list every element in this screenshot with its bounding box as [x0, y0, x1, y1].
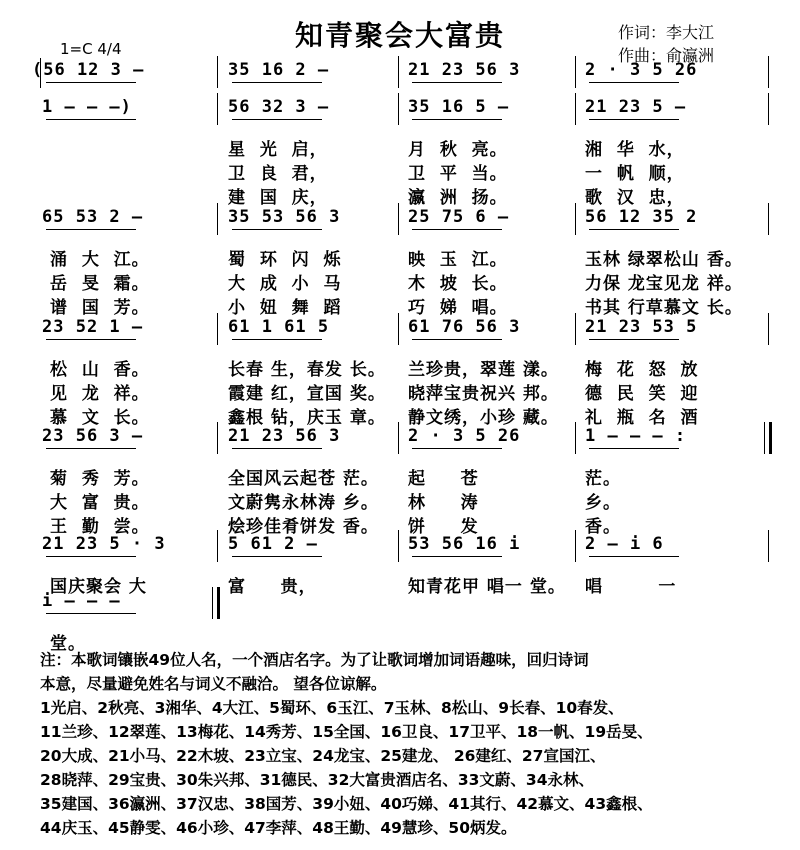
- barline: [398, 56, 399, 88]
- measure-notes: 21 23 56 3: [228, 426, 341, 446]
- lyric-text: 湘 华 水，: [585, 140, 685, 160]
- barline: [217, 203, 218, 235]
- measure-notes: 35 16 2 —: [228, 60, 330, 80]
- measure-notes: 1 — — — :: [585, 426, 687, 446]
- lyric-text: 知青花甲 唱一 堂。: [408, 577, 566, 597]
- lyric-text: 林 涛: [408, 493, 479, 513]
- beam-line: [589, 448, 679, 449]
- lyric-text: 小 妞 舞 蹈: [228, 298, 342, 318]
- measure-notes: 53 56 16 i: [408, 534, 521, 554]
- measure-notes: 21 23 56 3: [408, 60, 521, 80]
- barline: [575, 93, 576, 125]
- beam-line: [232, 448, 322, 449]
- key-signature: 1=C 4/4: [60, 40, 122, 58]
- footnote-line: 注：本歌词镶嵌49位人名，一个酒店名字。为了让歌词增加词语趣味，回归诗词: [40, 651, 589, 669]
- lyric-text: 长春 生，春发 长。: [228, 360, 386, 380]
- barline: [398, 203, 399, 235]
- beam-line: [46, 82, 136, 83]
- beam-line: [412, 82, 502, 83]
- beam-line: [412, 556, 502, 557]
- lyric-text: 晓萍宝贵祝兴 邦。: [408, 384, 559, 404]
- beam-line: [232, 82, 322, 83]
- barline: [398, 530, 399, 562]
- footnote-line: 35建国、36瀛洲、37汉忠、38国芳、39小妞、40巧娣、41其行、42慕文、43鑫根、: [40, 795, 653, 813]
- lyric-text: 松 山 香。: [50, 360, 150, 380]
- lyric-text: 饼 发: [408, 517, 479, 537]
- barline: [398, 422, 399, 454]
- barline: [768, 93, 769, 125]
- measure-notes: 65 53 2 —: [42, 207, 144, 227]
- lyric-text: 国庆聚会 大: [50, 577, 147, 597]
- barline: [575, 530, 576, 562]
- measure-notes: i — — —: [42, 591, 121, 611]
- lyric-text: 文蔚隽永林涛 乡。: [228, 493, 379, 513]
- lyric-text: 映 玉 江。: [408, 250, 508, 270]
- beam-line: [589, 556, 679, 557]
- lyric-text: 慕 文 长。: [50, 408, 150, 428]
- lyric-text: 巧 娣 唱。: [408, 298, 508, 318]
- lyric-text: 王 勤 尝。: [50, 517, 150, 537]
- lyric-text: 静文绣，小珍 藏。: [408, 408, 559, 428]
- beam-line: [46, 556, 136, 557]
- footnote: [40, 648, 780, 840]
- barline: [575, 422, 576, 454]
- beam-line: [589, 82, 679, 83]
- barline: [217, 93, 218, 125]
- measure-notes: 56 12 35 2: [585, 207, 698, 227]
- lyric-text: 蜀 环 闪 烁: [228, 250, 342, 270]
- lyric-text: 鑫根 钻，庆玉 章。: [228, 408, 386, 428]
- beam-line: [412, 339, 502, 340]
- lyric-text: 玉林 绿翠松山 香。: [585, 250, 743, 270]
- lyric-text: 谱 国 芳。: [50, 298, 150, 318]
- lyric-text: 兰珍贵，翠莲 漾。: [408, 360, 559, 380]
- lyric-text: 德 民 笑 迎: [585, 384, 699, 404]
- barline: [398, 313, 399, 345]
- beam-line: [46, 448, 136, 449]
- lyric-text: 涌 大 江。: [50, 250, 150, 270]
- measure-notes: 2 · 3 5 26: [585, 60, 698, 80]
- lyric-text: 烩珍佳肴饼发 香。: [228, 517, 379, 537]
- measure-notes: 25 75 6 —: [408, 207, 510, 227]
- lyric-text: 见 龙 祥。: [50, 384, 150, 404]
- measure-notes: 35 53 56 3: [228, 207, 341, 227]
- barline: [768, 203, 769, 235]
- final-barline: [764, 422, 772, 454]
- barline: [217, 313, 218, 345]
- beam-line: [232, 339, 322, 340]
- measure-notes: 2 — i 6: [585, 534, 664, 554]
- song-title: 知青聚会大富贵: [294, 19, 505, 52]
- lyric-text: 力保 龙宝见龙 祥。: [585, 274, 743, 294]
- beam-line: [589, 119, 679, 120]
- lyric-text: 梅 花 怒 放: [585, 360, 699, 380]
- measure-notes: 61 1 61 5: [228, 317, 330, 337]
- barline: [217, 530, 218, 562]
- lyric-text: 瀛 洲 扬。: [408, 188, 508, 208]
- lyric-text: 岳 旻 霜。: [50, 274, 150, 294]
- measure-notes: 2 · 3 5 26: [408, 426, 521, 446]
- lyric-text: 全国风云起苍 茫。: [228, 469, 379, 489]
- lyric-text: 富 贵，: [228, 577, 317, 597]
- barline: [217, 422, 218, 454]
- lyric-text: 大 成 小 马: [228, 274, 342, 294]
- beam-line: [46, 119, 136, 120]
- lyric-text: 唱 一: [585, 577, 677, 597]
- lyric-text: 木 坡 长。: [408, 274, 508, 294]
- beam-line: [412, 448, 502, 449]
- beam-line: [412, 119, 502, 120]
- lyric-text: 月 秋 亮。: [408, 140, 508, 160]
- beam-line: [589, 229, 679, 230]
- lyric-text: 一 帆 顺，: [585, 164, 685, 184]
- footnote-line: 11兰珍、12翠莲、13梅花、14秀芳、15全国、16卫良、17卫平、18一帆、19岳旻、: [40, 723, 653, 741]
- footnote-line: 1光启、2秋亮、3湘华、4大江、5蜀环、6玉江、7玉林、8松山、9长春、10春发、: [40, 699, 624, 717]
- barline: [575, 203, 576, 235]
- measure-notes: 23 56 3 —: [42, 426, 144, 446]
- barline: [768, 313, 769, 345]
- barline: [217, 56, 218, 88]
- beam-line: [232, 556, 322, 557]
- measure-notes: 1 — — —): [42, 97, 132, 117]
- measure-notes: (56 12 3 —: [32, 60, 145, 80]
- lyric-text: 香。: [585, 517, 621, 537]
- measure-notes: 35 16 5 —: [408, 97, 510, 117]
- barline: [575, 56, 576, 88]
- lyricist-credit: 作词：李大江: [618, 23, 715, 42]
- lyric-text: 霞建 红，宣国 奖。: [228, 384, 386, 404]
- lyric-text: 堂。: [50, 634, 86, 654]
- lyric-text: 建 国 庆，: [228, 188, 328, 208]
- measure-notes: 61 76 56 3: [408, 317, 521, 337]
- barline: [768, 530, 769, 562]
- lyric-text: 星 光 启，: [228, 140, 328, 160]
- beam-line: [232, 119, 322, 120]
- barline: [575, 313, 576, 345]
- measure-notes: 5 61 2 —: [228, 534, 318, 554]
- barline: [398, 93, 399, 125]
- lyric-text: 菊 秀 芳。: [50, 469, 150, 489]
- footnote-line: 44庆玉、45静雯、46小珍、47李萍、48王勤、49慧珍、50炳发。: [40, 819, 517, 837]
- footnote-line: 20大成、21小马、22木坡、23立宝、24龙宝、25建龙、 26建红、27宣国江、: [40, 747, 606, 765]
- lyric-text: 茫。: [585, 469, 621, 489]
- beam-line: [46, 613, 136, 614]
- lyric-text: 大 富 贵。: [50, 493, 150, 513]
- measure-notes: 21 23 5 —: [585, 97, 687, 117]
- lyric-text: 起 苍: [408, 469, 479, 489]
- beam-line: [46, 339, 136, 340]
- beam-line: [46, 229, 136, 230]
- final-barline: [212, 587, 220, 619]
- measure-notes: 56 32 3 —: [228, 97, 330, 117]
- lyric-text: 礼 瓶 名 酒: [585, 408, 699, 428]
- measure-notes: 21 23 5 · 3: [42, 534, 166, 554]
- lyric-text: 乡。: [585, 493, 621, 513]
- composer-credit: 作曲：俞瀛洲: [618, 46, 715, 65]
- beam-line: [412, 229, 502, 230]
- measure-notes: 21 23 53 5: [585, 317, 698, 337]
- barline: [768, 56, 769, 88]
- lyric-text: 卫 良 君，: [228, 164, 328, 184]
- lyric-text: 歌 汉 忠，: [585, 188, 685, 208]
- beam-line: [232, 229, 322, 230]
- measure-notes: 23 52 1 —: [42, 317, 144, 337]
- footnote-line: 本意，尽量避免姓名与词义不融洽。 望各位谅解。: [40, 675, 387, 693]
- beam-line: [589, 339, 679, 340]
- footnote-line: 28晓萍、29宝贵、30朱兴邦、31德民、32大富贵酒店名、33文蔚、34永林、: [40, 771, 594, 789]
- lyric-text: 卫 平 当。: [408, 164, 508, 184]
- lyric-text: 书其 行草慕文 长。: [585, 298, 743, 318]
